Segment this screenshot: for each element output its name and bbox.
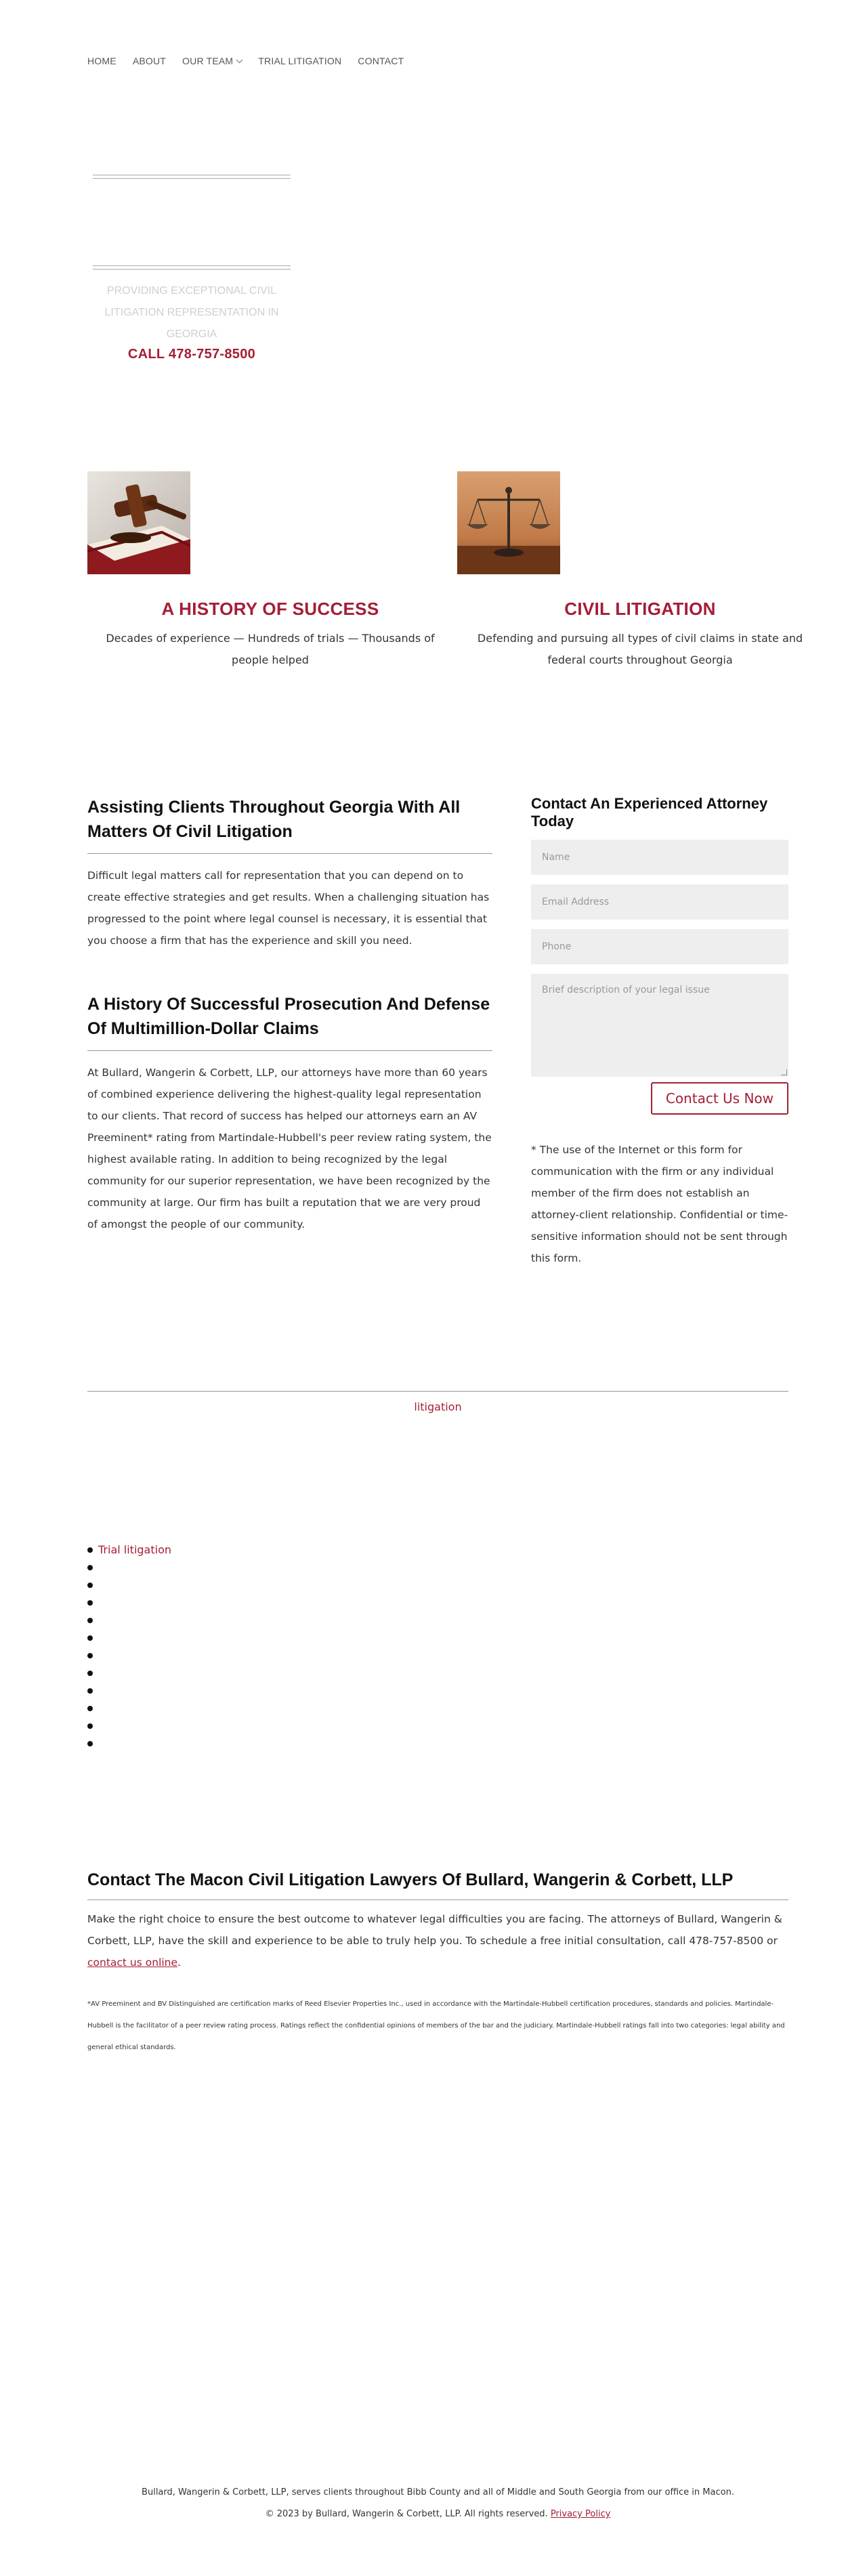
nav-home[interactable]: HOME [87, 56, 117, 66]
phone-input[interactable]: Phone [531, 929, 788, 964]
nav-contact[interactable]: CONTACT [358, 56, 404, 66]
divider [87, 1050, 492, 1051]
footer-copyright: © 2023 by Bullard, Wangerin & Corbett, LLP. All rights reserved. [265, 2509, 548, 2519]
main-nav [87, 56, 404, 66]
main-content [87, 795, 492, 1235]
list-item [87, 1647, 171, 1665]
rating-fine-print: *AV Preeminent and BV Distinguished are certification marks of Reed Elsevier Properties Inc., used in accordance with the Martindale-Hubbell certification procedures, standards and policies. Martindale-Hubbell is the facilitator of a peer review rating process. Ratings reflect the confidential opinions of members of the bar and the judiciary. Martindale-Hubbell ratings fall into two categories: legal ability and general ethical standards. [87, 2000, 785, 2051]
name-input[interactable]: Name [531, 840, 788, 875]
contact-heading: Contact The Macon Civil Litigation Lawyers Of Bullard, Wangerin & Corbett, LLP [87, 1870, 734, 1889]
nav-about[interactable]: ABOUT [132, 56, 167, 66]
practice-list [87, 1541, 171, 1753]
section-text-assisting: Difficult legal matters call for representation that you can depend on to create effective strategies and get results. When a challenging situation has progressed to the point where legal counsel is necessary, it is essential that you choose a firm that has the experience and skill you need. [87, 870, 490, 947]
hero-logo-area [93, 179, 291, 265]
section-heading-assisting: Assisting Clients Throughout Georgia With All Matters Of Civil Litigation [87, 798, 461, 841]
nav-our-team-label: OUR TEAM [182, 56, 234, 66]
divider [87, 1391, 788, 1392]
contact-us-online-link[interactable]: contact us online [87, 1956, 178, 1969]
contact-text-body: Make the right choice to ensure the best outcome to whatever legal difficulties you are facing. The attorneys of Bullard, Wangerin & Corbett, LLP, have the skill and experience to be able to truly help you. To schedule a free initial consultation, call 478-757-8500 or [87, 1913, 782, 1947]
feature-history-text: Decades of experience — Hundreds of trials — Thousands of people helped [106, 632, 435, 666]
feature-civil-litigation [457, 471, 823, 671]
feature-civil-title: CIVIL LITIGATION [564, 599, 716, 619]
form-disclaimer: * The use of the Internet or this form for communication with the firm or any individual member of the firm does not establish an attorney-client relationship. Confidential or time-sensitive information should not be sent through this form. [531, 1144, 788, 1264]
footer-service-area: Bullard, Wangerin & Corbett, LLP, serves clients throughout Bibb County and all of Middle and South Georgia from our office in Macon. [142, 2487, 734, 2497]
nav-trial-litigation[interactable]: TRIAL LITIGATION [258, 56, 342, 66]
hero-tagline: PROVIDING EXCEPTIONAL CIVIL LITIGATION REPRESENTATION IN GEORGIA [104, 285, 279, 340]
submit-row [531, 1082, 788, 1115]
gavel-book-image [87, 471, 190, 574]
list-item-trial-litigation[interactable]: Trial litigation [87, 1541, 171, 1559]
feature-history [87, 471, 453, 671]
chevron-down-icon [236, 56, 243, 63]
contact-text-end: . [177, 1956, 181, 1969]
hero-divider-bottom [93, 265, 291, 270]
footer [87, 2482, 788, 2525]
list-item [87, 1665, 171, 1682]
list-item [87, 1700, 171, 1717]
privacy-policy-link[interactable]: Privacy Policy [550, 2509, 611, 2519]
feature-history-title: A HISTORY OF SUCCESS [161, 599, 379, 619]
feature-civil-text: Defending and pursuing all types of civil claims in state and federal courts throughout Georgia [477, 632, 803, 666]
list-item [87, 1612, 171, 1629]
contact-section [87, 1870, 788, 2059]
form-title: Contact An Experienced Attorney Today [531, 795, 768, 830]
contact-us-now-button[interactable]: Contact Us Now [651, 1082, 788, 1115]
contact-text [87, 1908, 788, 1973]
tag-litigation-link[interactable]: litigation [414, 1400, 462, 1413]
email-input[interactable]: Email Address [531, 884, 788, 920]
list-item [87, 1735, 171, 1753]
list-item [87, 1682, 171, 1700]
scales-of-justice-image [457, 471, 560, 574]
section-heading-history: A History Of Successful Prosecution And Defense Of Multimillion-Dollar Claims [87, 995, 490, 1038]
list-item [87, 1717, 171, 1735]
hero-call-link[interactable]: CALL 478-757-8500 [127, 347, 256, 362]
list-item [87, 1629, 171, 1647]
contact-form [531, 795, 788, 1269]
footer-copyright-line [87, 2504, 788, 2525]
divider [87, 1899, 788, 1900]
hero [93, 175, 291, 362]
section-text-history: At Bullard, Wangerin & Corbett, LLP, our attorneys have more than 60 years of combined experience delivering the highest-quality legal representation to our clients. That record of success has helped our attorneys earn an AV Preeminent* rating from Martindale-Hubbell's peer review rating system, the highest available rating. In addition to being recognized by the legal community for our superior representation, we have been recognized by the community at large. Our firm has built a reputation that we are very proud of amongst the people of our community. [87, 1067, 492, 1230]
list-item [87, 1559, 171, 1576]
list-item [87, 1576, 171, 1594]
nav-our-team[interactable] [182, 56, 242, 66]
divider [87, 853, 492, 854]
message-textarea[interactable]: Brief description of your legal issue [531, 974, 788, 1077]
list-item [87, 1594, 171, 1612]
